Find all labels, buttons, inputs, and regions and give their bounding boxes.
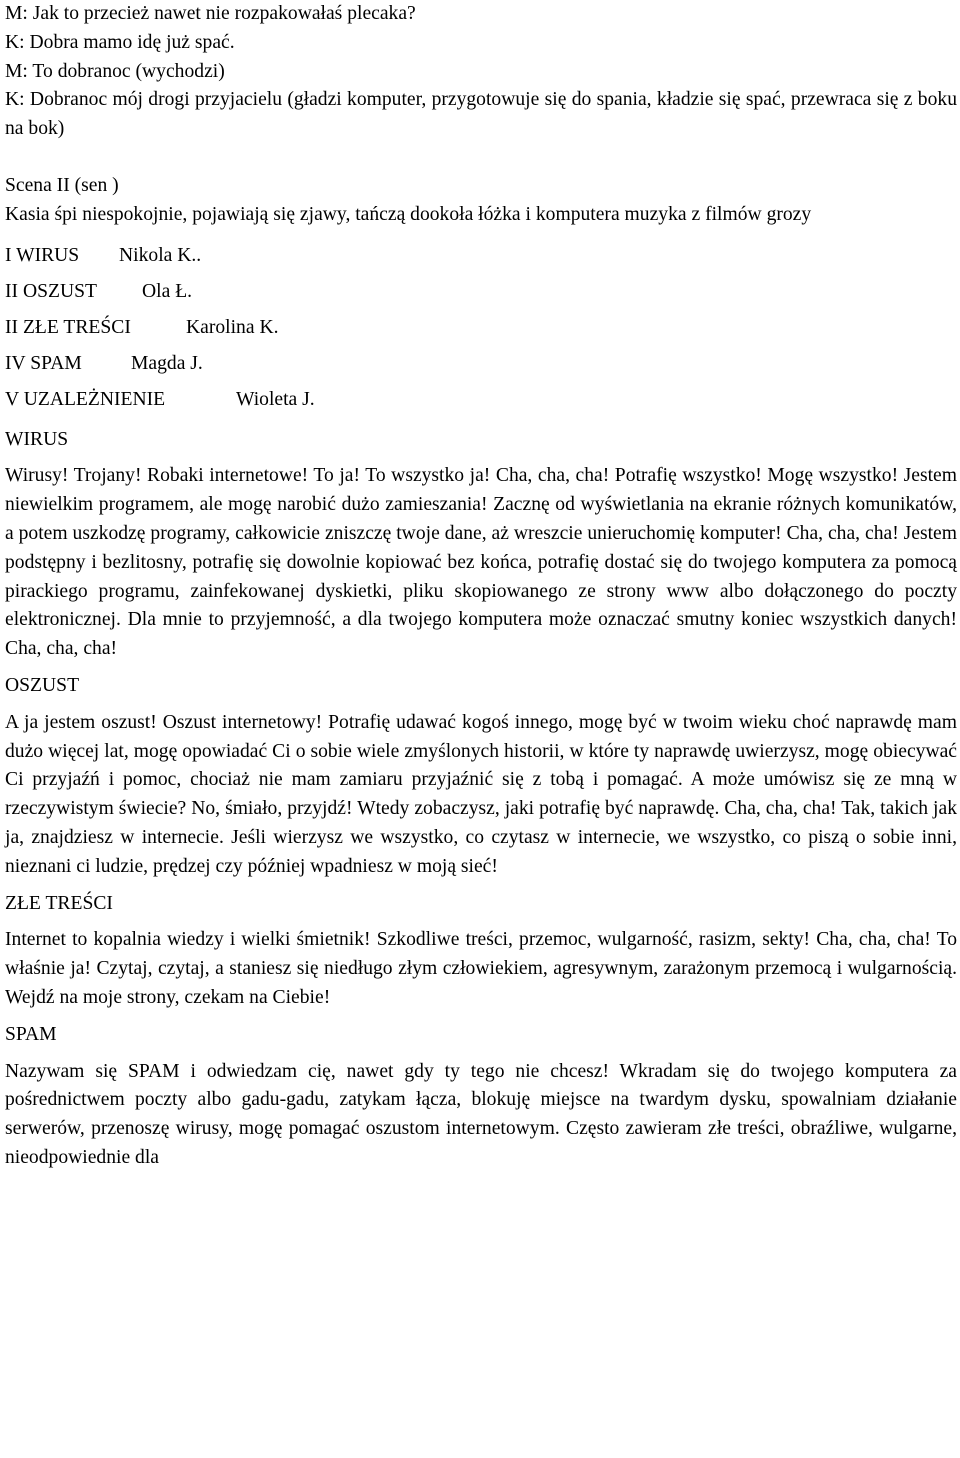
cast-actor: Wioleta J. — [236, 388, 315, 410]
cast-role: V UZALEŻNIENIE — [5, 388, 166, 410]
cast-item — [5, 310, 957, 346]
section-text: A ja jestem oszust! Oszust internetowy! Potrafię udawać kogoś innego, mogę być w twoim wieku choć naprawdę mam dużo więcej lat, mogę opowiadać Ci o sobie wiele zmyślonych historii, w które ty naprawdę uwierzysz, mogę obiecywać Ci przyjaźń i pomoc, chociaż nie mam zamiaru przyjaźnić się z tobą i pomagać. A może umówisz się ze mną w rzeczywistym świecie? No, śmiało, przyjdź! Wtedy zobaczysz, jaki potrafię być naprawdę. Cha, cha, cha! Tak, takich jak ja, znajdziesz w internecie. Jeśli wierzysz we wszystko, co czytasz w internecie, we wszystko, co piszą o sobie inni, nieznani ci ludzie, prędzej czy później wpadniesz w moją sieć! — [5, 711, 957, 877]
section-text: Wirusy! Trojany! Robaki internetowe! To ja! To wszystko ja! Cha, cha, cha! Potrafię wszystko! Mogę wszystko! Jestem niewielkim programem, ale mogę narobić dużo zamieszania! Zacznę od wyświetlania na ekranie różnych komunikatów, a potem uszkodzę programy, całkowicie zniszczę twoje dane, aż wreszcie unieruchomię komputer! Cha, cha, cha! Jestem podstępny i bezlitosny, potrafię się dowolnie kopiować bez końca, potrafię dostać się do twojego komputera za pomocą pirackiego programu, zainfekowanej dyskietki, pliku skopiowanego ze strony www albo dołączonego do poczty elektronicznej. Dla mnie to przyjemność, a dla twojego komputera może oznaczać smutny koniec wszystkich danych! Cha, cha, cha! — [5, 465, 957, 660]
cast-actor: Nikola K.. — [119, 244, 202, 266]
cast-actor: Karolina K. — [186, 316, 279, 338]
dialogue-line: M: To dobranoc (wychodzi) — [5, 60, 225, 82]
dialogue-line: K: Dobra mamo idę już spać. — [5, 31, 235, 53]
section-heading: OSZUST — [5, 674, 80, 696]
cast-item — [5, 382, 957, 418]
scene-description: Kasia śpi niespokojnie, pojawiają się zjawy, tańczą dookoła łóżka i komputera muzyka z filmów grozy — [5, 203, 812, 225]
cast-list — [5, 238, 957, 418]
cast-actor: Magda J. — [131, 352, 203, 374]
cast-actor: Ola Ł. — [142, 280, 193, 302]
section-heading: ZŁE TREŚCI — [5, 892, 113, 914]
scene-title: Scena II (sen ) — [5, 174, 119, 196]
cast-role: II OSZUST — [5, 280, 97, 302]
cast-item — [5, 274, 957, 310]
document-page — [5, 0, 957, 1173]
cast-item — [5, 346, 957, 382]
section-text: Internet to kopalnia wiedzy i wielki śmietnik! Szkodliwe treści, przemoc, wulgarność, rasizm, sekty! Cha, cha, cha! To właśnie ja! Czytaj, czytaj, a staniesz się niedługo złym człowiekiem, agresywnym, zarażonym przemocą i wulgarnością. Wejdź na moje strony, czekam na Ciebie! — [5, 929, 957, 1008]
cast-role: IV SPAM — [5, 352, 82, 374]
cast-role: I WIRUS — [5, 244, 80, 266]
cast-item — [5, 238, 957, 274]
section-text: Nazywam się SPAM i odwiedzam cię, nawet gdy ty tego nie chcesz! Wkradam się do twojego komputera za pośrednictwem poczty albo gadu-gadu, zatykam łącza, blokuję miejsce na twardym dysku, spowalniam działanie serwerów, przenoszę wirusy, mogę pomagać oszustom internetowym. Często zawieram złe treści, obraźliwe, wulgarne, nieodpowiednie dla — [5, 1060, 957, 1168]
cast-role: II ZŁE TREŚCI — [5, 316, 131, 338]
section-heading: WIRUS — [5, 428, 69, 450]
section-heading: SPAM — [5, 1023, 57, 1045]
dialogue-line: M: Jak to przecież nawet nie rozpakowałaś plecaka? — [5, 3, 416, 24]
dialogue-line: K: Dobranoc mój drogi przyjacielu (gładzi komputer, przygotowuje się do spania, kładzie się spać, przewraca się z boku na bok) — [5, 89, 957, 140]
